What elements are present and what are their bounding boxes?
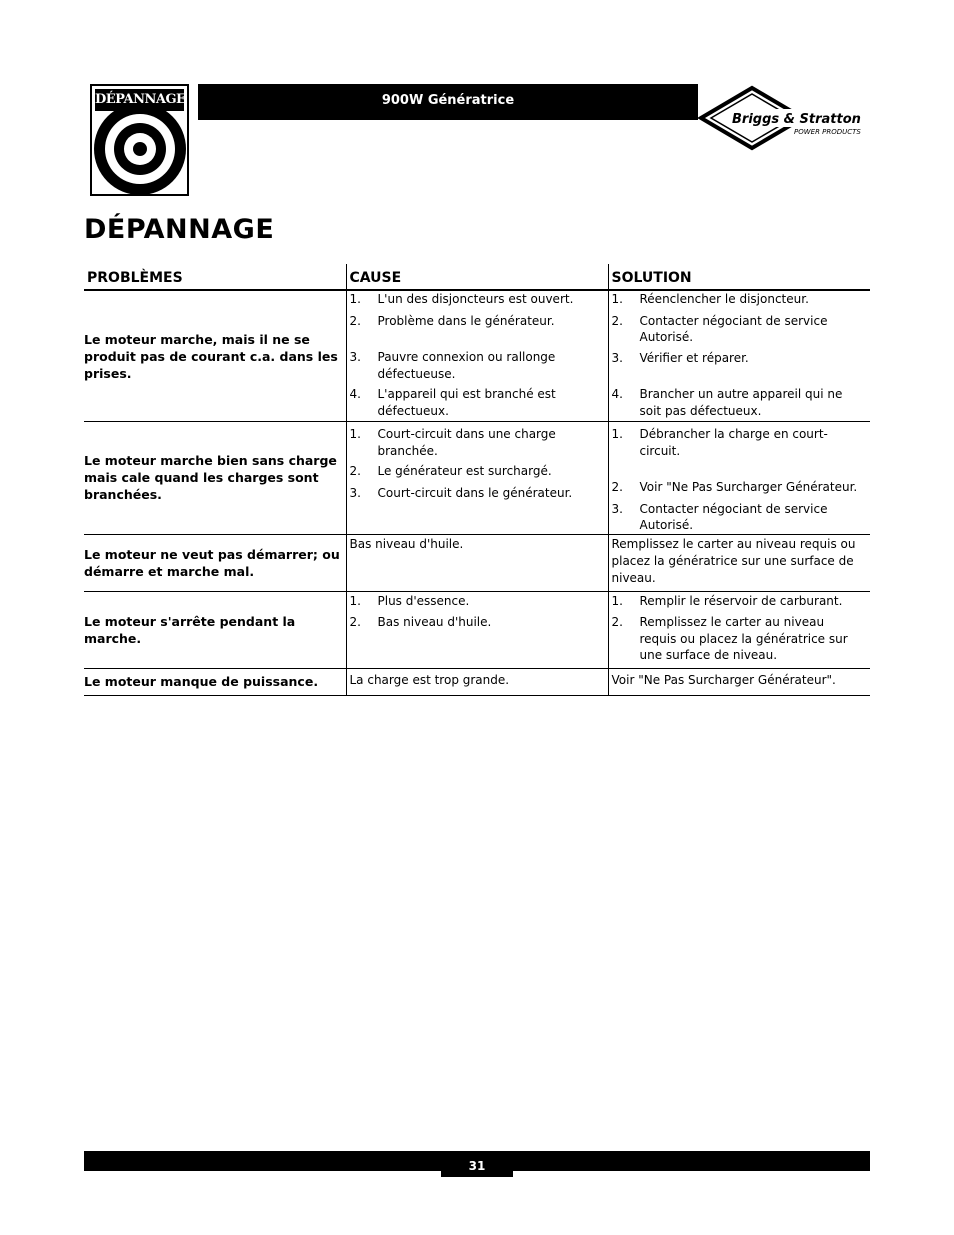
list-item: 2. Problème dans le générateur. (349, 313, 555, 328)
briggs-stratton-logo (698, 82, 870, 154)
list-item: 3. Contacter négociant de service Autorisé. (611, 501, 828, 532)
list-item: 2. Bas niveau d'huile. (349, 615, 492, 629)
problem-cell: Le moteur marche, mais il ne se produit pas de courant c.a. dans les prises. (84, 290, 346, 422)
logo-text: Briggs & Stratton (732, 112, 861, 127)
list-item: 2. Remplissez le carter au niveau requis ou placez la génératrice sur une surface de niveau. (611, 615, 848, 662)
solution-text: Voir "Ne Pas Surcharger Générateur". (611, 672, 836, 687)
column-header-solution: SOLUTION (608, 264, 870, 290)
solution-cell (608, 422, 870, 535)
list-item: 1. Court-circuit dans une charge branchée. (349, 427, 556, 458)
list-item: 3. Court-circuit dans le générateur. (349, 485, 573, 500)
solution-text: Remplissez le carter au niveau requis ou placez la génératrice sur une surface de niveau. (611, 536, 856, 585)
troubleshooting-badge (90, 84, 189, 196)
table-row (84, 591, 870, 668)
badge-label: DÉPANNAGE (95, 89, 184, 111)
list-item: 2. Contacter négociant de service Autorisé. (611, 313, 828, 344)
table-row (84, 534, 870, 591)
list-item: 4. Brancher un autre appareil qui ne soit pas défectueux. (611, 387, 843, 418)
list-item: 1. Plus d'essence. (349, 593, 470, 608)
list-item: 3. Pauvre connexion ou rallonge défectueuse. (349, 350, 556, 381)
cause-text: La charge est trop grande. (349, 672, 510, 687)
problem-cell: Le moteur ne veut pas démarrer; ou démarre et marche mal. (84, 534, 346, 591)
list-item: 2. Voir "Ne Pas Surcharger Générateur. (611, 480, 858, 494)
list-item: 4. L'appareil qui est branché est défectueux. (349, 387, 556, 418)
target-icon (92, 110, 187, 196)
cause-cell (346, 534, 608, 591)
table-row (84, 668, 870, 695)
header-bar: 900W Génératrice (198, 84, 698, 120)
problem-cell: Le moteur marche bien sans charge mais cale quand les charges sont branchées. (84, 422, 346, 535)
cause-cell (346, 591, 608, 668)
solution-cell (608, 534, 870, 591)
problem-cell: Le moteur s'arrête pendant la marche. (84, 591, 346, 668)
table-row (84, 422, 870, 535)
problem-cell: Le moteur manque de puissance. (84, 668, 346, 695)
page-number: 31 (441, 1151, 513, 1177)
solution-cell (608, 591, 870, 668)
cause-cell (346, 290, 608, 422)
list-item: 1. Débrancher la charge en court-circuit. (611, 427, 828, 458)
table-row (84, 290, 870, 422)
cause-text: Bas niveau d'huile. (349, 536, 464, 551)
list-item: 1. Remplir le réservoir de carburant. (611, 593, 843, 608)
list-item: 2. Le générateur est surchargé. (349, 464, 552, 478)
cause-cell (346, 668, 608, 695)
troubleshooting-table (84, 264, 870, 696)
list-item: 1. Réenclencher le disjoncteur. (611, 292, 809, 306)
page-title: DÉPANNAGE (84, 214, 275, 245)
solution-cell (608, 668, 870, 695)
logo-subtext: POWER PRODUCTS (794, 128, 861, 136)
list-item: 1. L'un des disjoncteurs est ouvert. (349, 292, 574, 306)
list-item: 3. Vérifier et réparer. (611, 350, 749, 365)
column-header-cause: CAUSE (346, 264, 608, 290)
column-header-problems: PROBLÈMES (84, 264, 346, 290)
solution-cell (608, 290, 870, 422)
cause-cell (346, 422, 608, 535)
